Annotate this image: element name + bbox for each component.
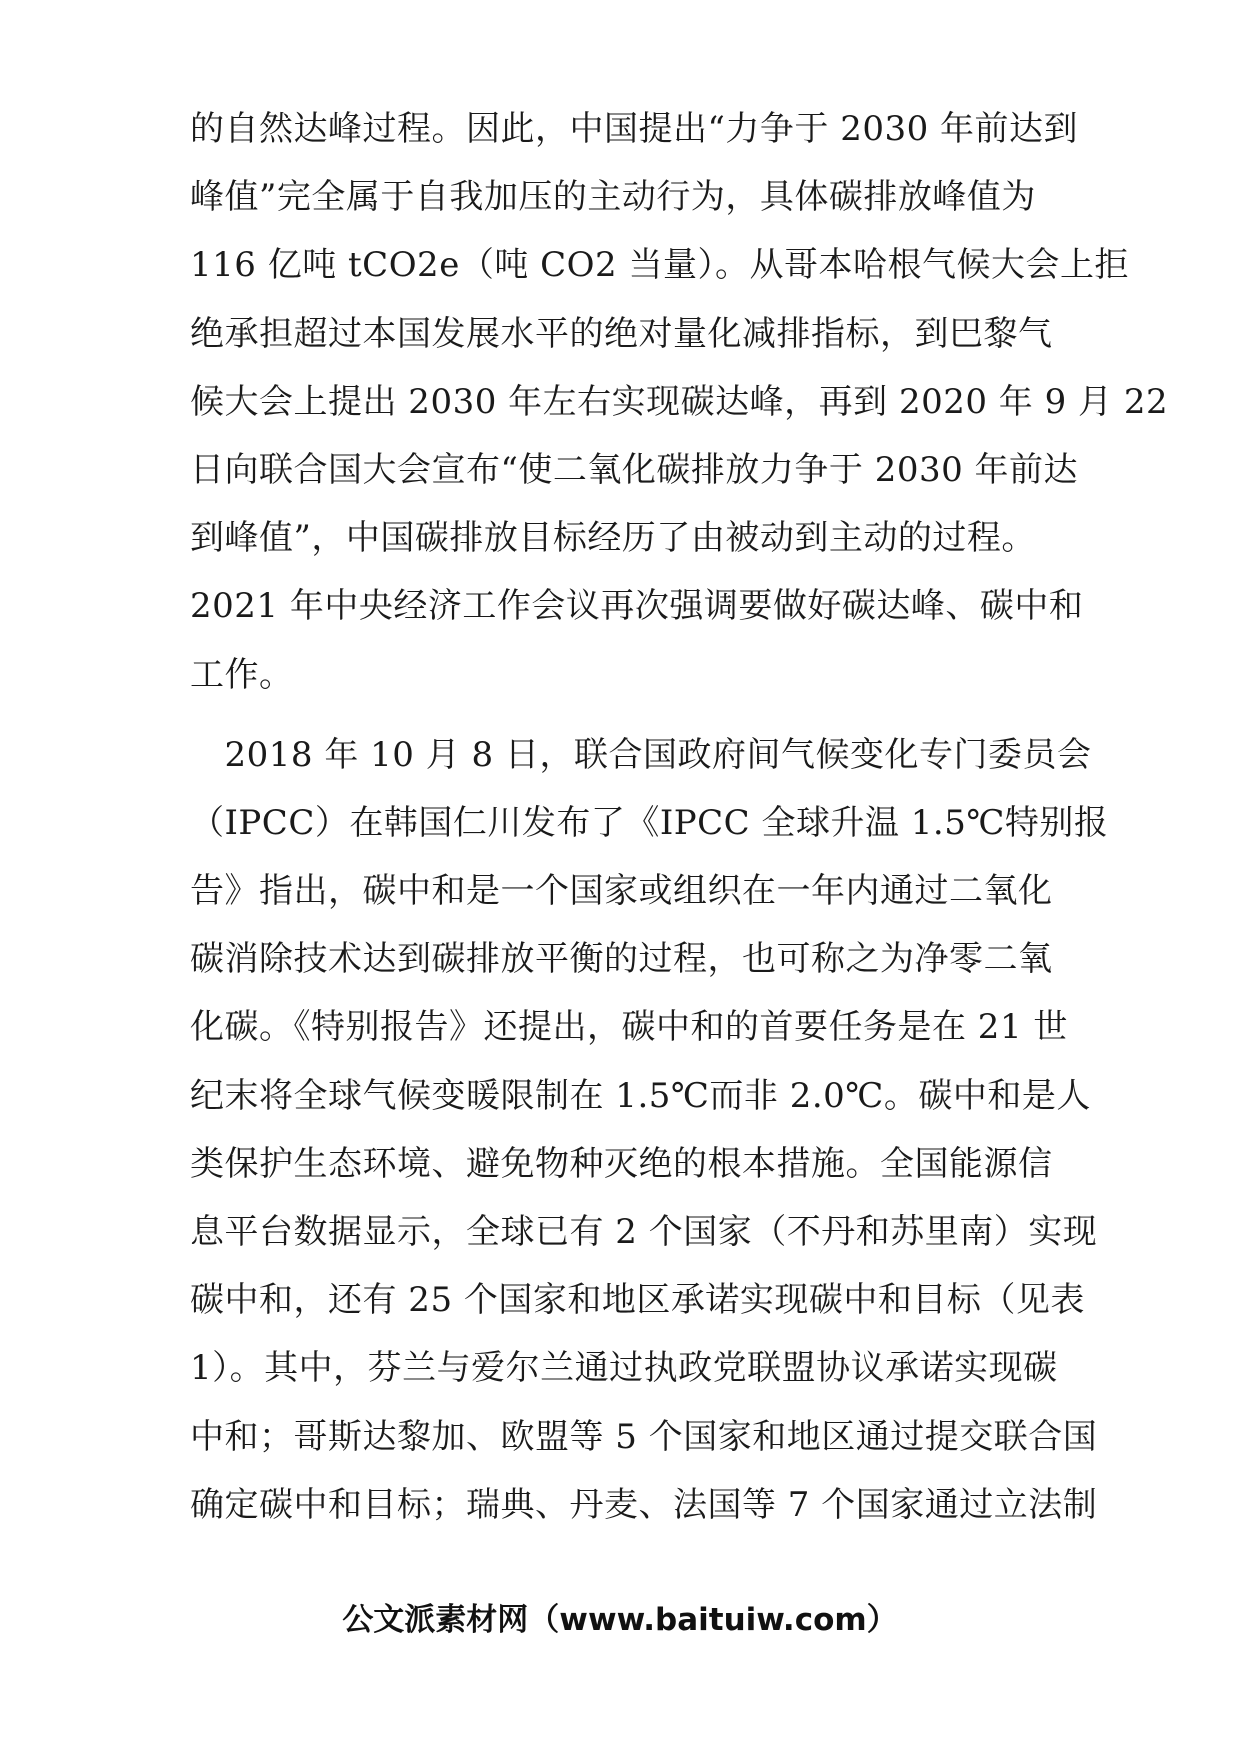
text-line: 到峰值”，中国碳排放目标经历了由被动到主动的过程。 (190, 518, 1036, 559)
text-line: 日向联合国大会宣布“使二氧化碳排放力争于 2030 年前达 (190, 449, 1079, 490)
text-line: 峰值”完全属于自我加压的主动行为，具体碳排放峰值为 (190, 177, 1036, 218)
text-line: 告》指出，碳中和是一个国家或组织在一年内通过二氧化 (190, 871, 1053, 912)
text-line: 116 亿吨 tCO2e（吨 CO2 当量）。从哥本哈根气候大会上拒 (190, 245, 1129, 286)
text-line: 2021 年中央经济工作会议再次强调要做好碳达峰、碳中和 (190, 586, 1084, 627)
text-line: 类保护生态环境、避免物种灭绝的根本措施。全国能源信 (190, 1143, 1053, 1184)
text-line: 中和；哥斯达黎加、欧盟等 5 个国家和地区通过提交联合国 (190, 1416, 1098, 1457)
text-line: 碳中和，还有 25 个国家和地区承诺实现碳中和目标（见表 (190, 1280, 1085, 1321)
text-line: 确定碳中和目标；瑞典、丹麦、法国等 7 个国家通过立法制 (190, 1484, 1098, 1525)
paragraph-2 (190, 721, 1109, 1539)
text-line: 纪末将全球气候变暖限制在 1.5℃而非 2.0℃。碳中和是人 (190, 1075, 1091, 1116)
paragraph-gap (190, 709, 1060, 721)
page-footer: 公文派素材网（www.baituiw.com） (342, 1602, 898, 1638)
text-line: 2018 年 10 月 8 日，联合国政府间气候变化专门委员会 (190, 734, 1092, 775)
text-line: 1）。其中，芬兰与爱尔兰通过执政党联盟协议承诺实现碳 (190, 1348, 1058, 1389)
body-text (190, 95, 1169, 1539)
text-line: （IPCC）在韩国仁川发布了《IPCC 全球升温 1.5℃特别报 (190, 802, 1109, 843)
text-line: 候大会上提出 2030 年左右实现碳达峰，再到 2020 年 9 月 22 (190, 381, 1169, 422)
text-line: 的自然达峰过程。因此，中国提出“力争于 2030 年前达到 (190, 109, 1079, 149)
text-line: 化碳。《特别报告》还提出，碳中和的首要任务是在 21 世 (190, 1007, 1068, 1048)
paragraph-1 (190, 95, 1169, 709)
text-line: 绝承担超过本国发展水平的绝对量化减排指标，到巴黎气 (190, 313, 1053, 354)
text-line: 碳消除技术达到碳排放平衡的过程，也可称之为净零二氧 (190, 939, 1053, 980)
text-line: 息平台数据显示，全球已有 2 个国家（不丹和苏里南）实现 (190, 1212, 1098, 1252)
text-line: 工作。 (190, 654, 294, 695)
